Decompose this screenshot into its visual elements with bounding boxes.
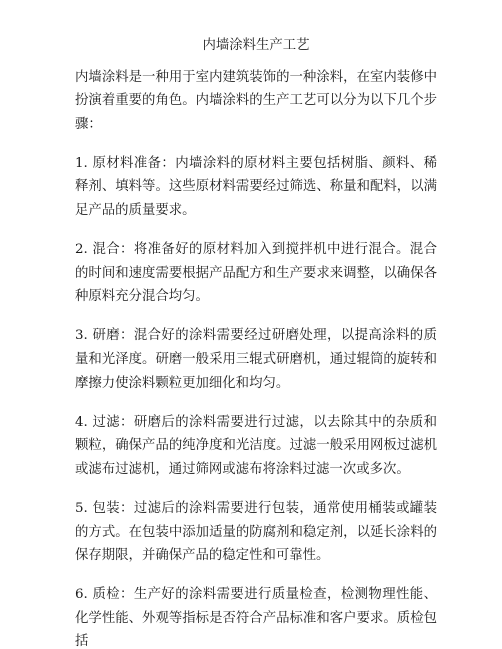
- document-title: 内墙涂料生产工艺: [202, 38, 310, 53]
- step-6-quality-check: 6. 质检：生产好的涂料需要进行质量检查，检测物理性能、化学性能、外观等指标是否符合产品标准和客户要求。质检包括: [75, 587, 437, 649]
- step-3-grinding: 3. 研磨：混合好的涂料需要经过研磨处理，以提高涂料的质量和光泽度。研磨一般采用三辊式研磨机，通过辊筒的旋转和摩擦力使涂料颗粒更加细化和均匀。: [75, 328, 437, 391]
- document-body: [75, 34, 437, 649]
- step-2-mixing: 2. 混合：将准备好的原材料加入到搅拌机中进行混合。混合的时间和速度需要根据产品配方和生产要求来调整，以确保各种原料充分混合均匀。: [75, 242, 437, 305]
- intro-paragraph: 内墙涂料是一种用于室内建筑装饰的一种涂料，在室内装修中扮演着重要的角色。内墙涂料的生产工艺可以分为以下几个步骤：: [75, 69, 437, 132]
- step-5-packaging: 5. 包装：过滤后的涂料需要进行包装，通常使用桶装或罐装的方式。在包装中添加适量的防腐剂和稳定剂，以延长涂料的保存期限，并确保产品的稳定性和可靠性。: [75, 501, 437, 564]
- step-4-filtering: 4. 过滤：研磨后的涂料需要进行过滤，以去除其中的杂质和颗粒，确保产品的纯净度和光洁度。过滤一般采用网板过滤机或滤布过滤机，通过筛网或滤布将涂料过滤一次或多次。: [75, 414, 437, 477]
- step-1-raw-materials: 1. 原材料准备：内墙涂料的原材料主要包括树脂、颜料、稀释剂、填料等。这些原材料需要经过筛选、称量和配料，以满足产品的质量要求。: [75, 155, 437, 219]
